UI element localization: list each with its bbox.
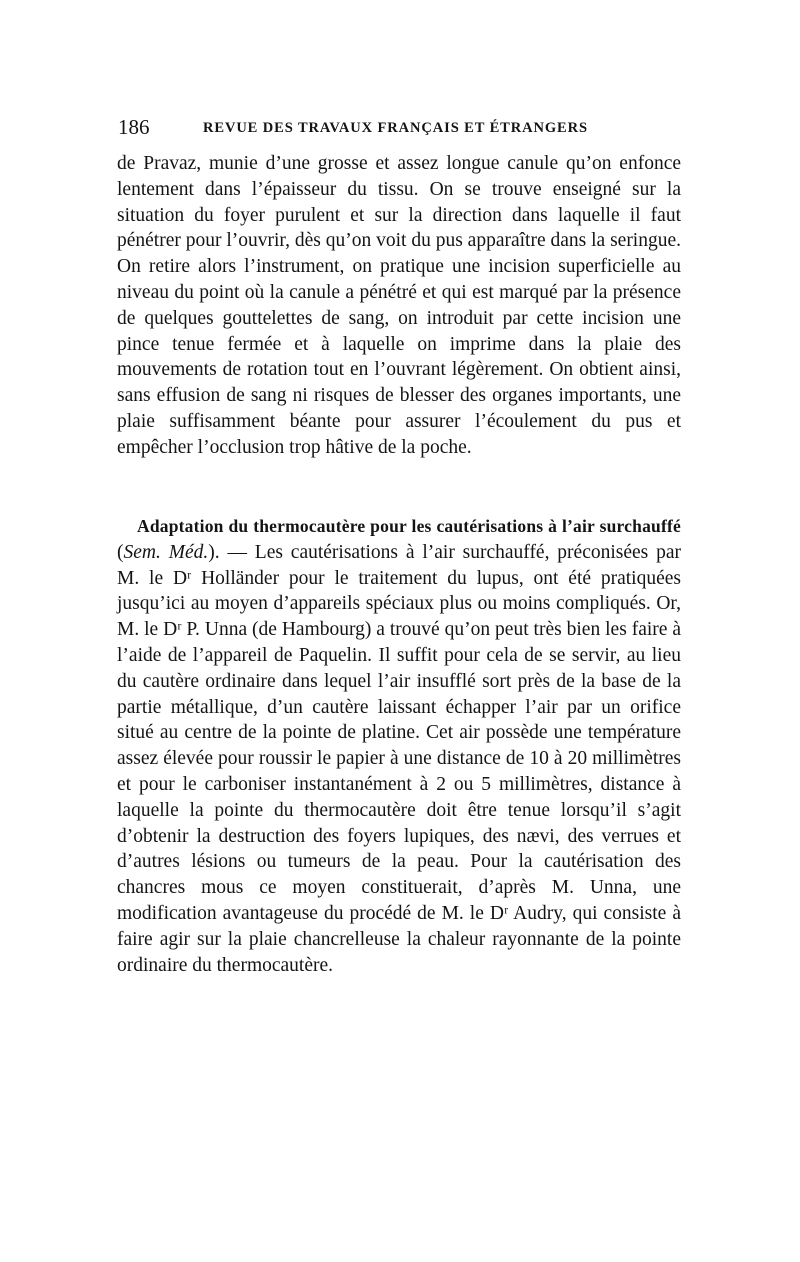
paragraph-continued [117, 151, 681, 461]
paragraph-thermocautere [117, 514, 681, 978]
paragraph-1-text: de Pravaz, munie d’une grosse et assez longue canule qu’on enfonce lentement dans l’épaisseur du tissu. On se trouve enseigné sur la situation du foyer purulent et sur la direction dans laquelle il faut pénétrer pour l’ouvrir, dès qu’on voit du pus apparaître dans la seringue. On retire alors l’instrument, on pratique une incision superficielle au niveau du point où la canule a pénétré et qui est marqué par la présence de quelques gouttelettes de sang, on introduit par cette incision une pince tenue fermée et à laquelle on imprime dans la plaie des mouvements de rotation tout en l’ouvrant légèrement. On obtient ainsi, sans effusion de sang ni risques de blesser des organes importants, une plaie suffisamment béante pour assurer l’écoulement du pus et empêcher l’occlusion trop hâtive de la poche. [117, 153, 682, 458]
section-title: Adaptation du thermocautère pour les cautérisations à l’air surchauffé [137, 516, 681, 536]
running-title: REVUE DES TRAVAUX FRANÇAIS ET ÉTRANGERS [203, 120, 588, 136]
paragraph-2-body: Les cautérisations à l’air surchauffé, préconisées par M. le Dʳ Holländer pour le traitement du lupus, ont été pratiquées jusqu’ici au moyen d’appareils spéciaux plus ou moins compliqués. Or, M. le Dʳ P. Unna (de Hambourg) a trouvé qu’on peut très bien les faire à l’aide de l’appareil de Paquelin. Il suffit pour cela de se servir, au lieu du cautère ordinaire dans lequel l’air insufflé sort près de la base de la partie métallique, d’un cautère laissant échapper l’air par un orifice situé au centre de la pointe de platine. Cet air possède une température assez élevée pour roussir le papier à une distance de 10 à 20 millimètres et pour le carboniser instantanément à 2 ou 5 millimètres, distance à laquelle la pointe du thermocautère doit être tenue lorsqu’il s’agit d’obtenir la destruction des foyers lupiques, des nævi, des verrues et d’autres lésions ou tumeurs de la peau. Pour la cautérisation des chancres mous ce moyen constituerait, d’après M. Unna, une modification avantageuse du procédé de M. le Dʳ Audry, qui consiste à faire agir sur la plaie chancrelleuse la chaleur rayonnante de la pointe ordinaire du thermocautère. [117, 541, 682, 976]
source-close: ). — [208, 541, 255, 563]
source-open: ( [117, 541, 124, 563]
page-header [118, 112, 680, 142]
page-number: 186 [118, 115, 150, 139]
source-citation: Sem. Méd. [123, 541, 209, 563]
